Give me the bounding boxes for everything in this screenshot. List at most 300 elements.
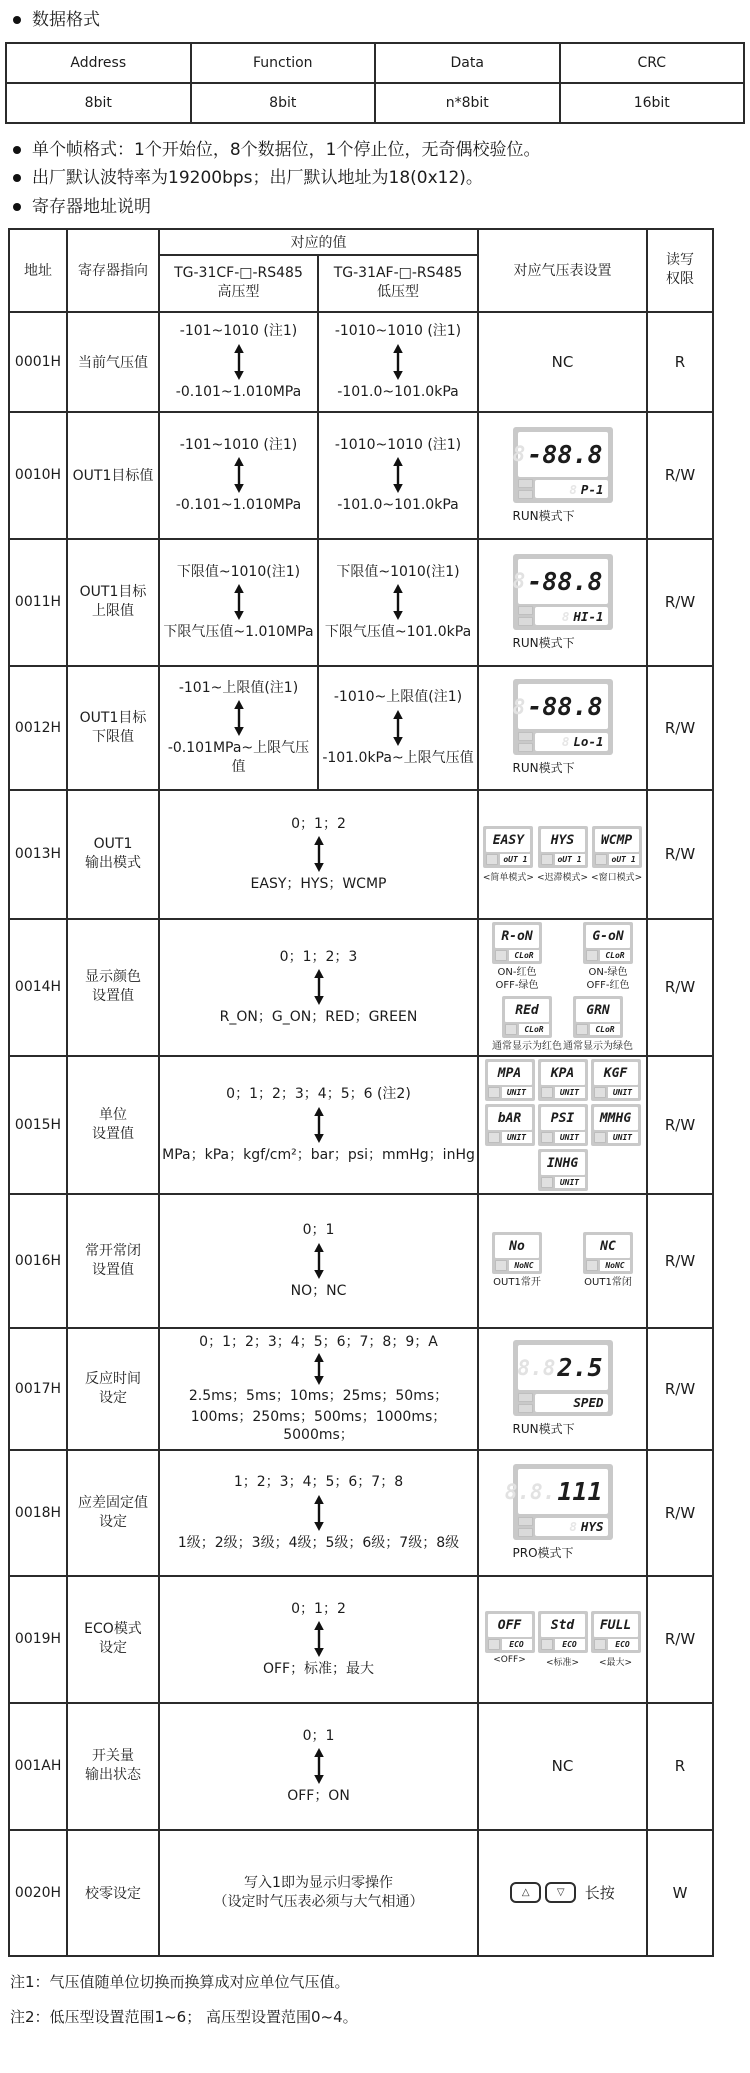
mini-caption: ON-绿色 OFF-红色 [586, 966, 630, 991]
cell-gauge-setting [478, 412, 647, 539]
header-model-high [159, 255, 318, 312]
bullet-data-format-label: 数据格式 [32, 10, 100, 30]
lcd-ghost-digit: 8.8 [517, 1355, 556, 1380]
cell-register [67, 919, 159, 1056]
cell-gauge-setting [478, 539, 647, 666]
value-meanings: OFF；ON [287, 1788, 350, 1805]
range-raw: -1010~上限值(注1) [333, 689, 463, 706]
mini-caption: OUT1常开 [493, 1277, 541, 1289]
cell-function-bits: 8bit [191, 83, 376, 123]
lcd-display [513, 427, 613, 524]
cell-high-range [159, 666, 318, 790]
mini-indicator [495, 1260, 507, 1271]
cell-merged-values [159, 1830, 478, 1956]
mini-indicator [541, 1087, 553, 1098]
updown-arrow-icon [313, 1353, 325, 1385]
mini-sub-value: CLoR [590, 1024, 620, 1035]
cell-rw: W [647, 1830, 713, 1956]
mini-indicator [595, 854, 607, 865]
cell-gauge-setting [478, 1328, 647, 1450]
register-name-line1: OUT1 [93, 836, 133, 853]
range-unit: -101.0~101.0kPa [337, 383, 459, 400]
range-raw: -101~1010 (注1) [179, 323, 298, 340]
lcd-caption: RUN模式下 [512, 635, 575, 650]
lcd-mini-display [538, 1104, 588, 1146]
register-name-line1: 常开常闭 [85, 1242, 141, 1259]
mini-main-value: KGF [594, 1062, 638, 1085]
model-low-type: 低压型 [377, 284, 419, 301]
header-rw [647, 229, 713, 312]
mini-caption: 通常显示为绿色 [563, 1040, 633, 1052]
cell-rw: R/W [647, 1450, 713, 1576]
register-name-line1: OUT1目标 [79, 584, 147, 601]
col-header-address: Address [6, 43, 191, 83]
register-name-line2: 设定 [99, 1640, 127, 1657]
lcd-display [513, 1340, 613, 1437]
mini-sub-value: UNIT [608, 1132, 638, 1143]
register-name-line2: 设置值 [92, 1125, 134, 1142]
range-unit: -101.0kPa~上限气压值 [322, 749, 474, 766]
mini-caption: <迟滞模式> [536, 872, 589, 883]
mini-sub-value: CLoR [519, 1024, 549, 1035]
bullet-icon [13, 174, 21, 182]
lcd-mini-display [492, 1232, 542, 1289]
register-row-0010 [9, 412, 713, 539]
mini-main-value: FULL [594, 1614, 638, 1637]
col-header-data: Data [375, 43, 560, 83]
cell-high-range [159, 412, 318, 539]
updown-arrow-icon [233, 700, 245, 736]
mini-caption: 通常显示为红色 [492, 1040, 562, 1052]
mini-indicator [488, 1132, 500, 1143]
lcd-sub-value: HI-1 [573, 608, 604, 624]
range-unit: -0.101MPa~上限气压值 [167, 740, 310, 775]
lcd-output-indicators [518, 1517, 533, 1537]
mini-caption: <窗口模式> [591, 872, 643, 883]
register-row-0016 [9, 1194, 713, 1328]
down-button-icon: ▽ [545, 1882, 576, 1903]
lcd-output-indicators [518, 732, 533, 752]
range-raw: -1010~1010 (注1) [334, 436, 462, 453]
value-meanings: R_ON；G_ON；RED；GREEN [219, 1009, 418, 1026]
range-raw: 下限值~1010(注1) [336, 563, 460, 580]
cell-address: 0011H [9, 539, 67, 666]
mini-indicator [586, 950, 598, 961]
updown-arrow-icon [233, 344, 245, 380]
cell-gauge-setting [478, 1576, 647, 1703]
mini-sub-value: oUT 1 [609, 854, 639, 865]
value-codes: 0；1；2 [291, 1600, 346, 1617]
lcd-output-indicators [518, 1393, 533, 1413]
mini-sub-value: ECO [608, 1639, 638, 1650]
value-codes: 1；2；3；4；5；6；7；8 [233, 1474, 404, 1491]
register-name-line1: 显示颜色 [85, 969, 141, 986]
mini-sub-value: NoNC [509, 1260, 539, 1271]
mini-indicator [594, 1087, 606, 1098]
mini-main-value: Std [541, 1614, 585, 1637]
register-name-line2: 设置值 [92, 1261, 134, 1278]
lcd-mini-display [591, 826, 642, 883]
updown-arrow-icon [233, 457, 245, 493]
value-codes: 0；1 [302, 1222, 335, 1239]
updown-arrow-icon [392, 710, 404, 746]
mini-caption: <标准> [545, 1657, 580, 1668]
value-codes: 0；1；2 [291, 815, 346, 832]
cell-merged-values [159, 919, 478, 1056]
mini-main-value: G-oN [586, 925, 630, 948]
cell-rw: R/W [647, 412, 713, 539]
bullet-frame-format [0, 138, 750, 163]
mini-main-value: MMHG [594, 1107, 638, 1130]
cell-rw: R/W [647, 1056, 713, 1194]
mini-sub-value: UNIT [608, 1087, 638, 1098]
zero-set-desc-line2: （设定时气压表必须与大气相通） [213, 1893, 424, 1910]
cell-register [67, 539, 159, 666]
lcd-caption: RUN模式下 [512, 508, 575, 523]
cell-register [67, 1450, 159, 1576]
lcd-mini-display [538, 1611, 588, 1668]
register-name-line1: 开关量 [92, 1748, 134, 1765]
cell-rw: R/W [647, 919, 713, 1056]
lcd-sub-value: SPED [573, 1395, 604, 1411]
updown-arrow-icon [313, 1495, 325, 1531]
value-codes: 0；1；2；3；4；5；6 (注2) [226, 1086, 411, 1103]
mini-sub-value: UNIT [502, 1132, 532, 1143]
data-format-table [5, 42, 745, 124]
register-row-0015 [9, 1056, 713, 1194]
lcd-ghost-digit: 8 [512, 442, 526, 467]
mini-main-value: MPA [488, 1062, 532, 1085]
register-name-line1: OUT1目标 [79, 709, 147, 726]
header-gauge-setting: 对应气压表设置 [478, 229, 647, 312]
updown-arrow-icon [313, 1621, 325, 1657]
mini-indicator [488, 1087, 500, 1098]
mini-indicator [576, 1024, 588, 1035]
register-name-line1: 应差固定值 [78, 1494, 148, 1511]
mini-indicator [541, 1177, 553, 1188]
cell-gauge-setting: NC [478, 312, 647, 412]
cell-gauge-setting [478, 1450, 647, 1576]
register-name-line1: ECO模式 [84, 1621, 142, 1638]
lcd-output-indicators [518, 479, 533, 499]
register-name-line2: 设定 [99, 1389, 127, 1406]
updown-arrow-icon [313, 1243, 325, 1279]
bullet-icon [13, 16, 21, 24]
register-name-line2: 设置值 [92, 988, 134, 1005]
mini-indicator [541, 1639, 553, 1650]
mini-indicator [495, 950, 507, 961]
lcd-display [504, 1464, 613, 1561]
cell-gauge-setting: NC [478, 1703, 647, 1830]
cell-high-range [159, 539, 318, 666]
updown-arrow-icon [313, 1107, 325, 1143]
cell-register: 校零设定 [67, 1830, 159, 1956]
bullet-register-desc-label: 寄存器地址说明 [32, 196, 151, 217]
lcd-mini-display [485, 1059, 535, 1101]
header-rw-line1: 读写 [666, 252, 694, 269]
cell-high-range [159, 312, 318, 412]
long-press-label: 长按 [584, 1884, 615, 1903]
cell-register [67, 790, 159, 919]
header-address: 地址 [9, 229, 67, 312]
mini-sub-value: oUT 1 [500, 854, 530, 865]
register-row-0019 [9, 1576, 713, 1703]
lcd-output-indicators [518, 606, 533, 626]
mini-sub-value: CLoR [600, 950, 630, 961]
register-name-line2: 下限值 [92, 728, 134, 745]
lcd-display [513, 554, 613, 651]
header-model-low [318, 255, 478, 312]
lcd-caption: RUN模式下 [512, 1422, 575, 1437]
up-button-icon: △ [510, 1882, 541, 1903]
register-name-line2: 输出状态 [85, 1767, 141, 1784]
cell-address: 0016H [9, 1194, 67, 1328]
header-rw-line2: 权限 [666, 271, 694, 288]
range-raw: 下限值~1010(注1) [176, 563, 301, 580]
value-meanings: NO；NC [290, 1282, 347, 1299]
mini-sub-value: NoNC [600, 1260, 630, 1271]
range-raw: -101~1010 (注1) [179, 436, 298, 453]
register-row-0018 [9, 1450, 713, 1576]
cell-address: 0015H [9, 1056, 67, 1194]
updown-arrow-icon [313, 1748, 325, 1784]
mini-sub-value: UNIT [555, 1087, 585, 1098]
mini-main-value: No [495, 1235, 539, 1258]
model-high-type: 高压型 [217, 284, 260, 301]
cell-rw: R/W [647, 539, 713, 666]
cell-register [67, 1703, 159, 1830]
lcd-sub-value: P-1 [580, 481, 604, 497]
cell-data-bits: n*8bit [375, 83, 560, 123]
lcd-mini-display [591, 1611, 641, 1668]
bullet-register-desc [0, 195, 750, 220]
cell-rw: R/W [647, 1576, 713, 1703]
model-high-name: TG-31CF-□-RS485 [174, 265, 303, 282]
value-meanings: MPa；kPa；kgf/cm²；bar；psi；mmHg；inHg [162, 1146, 475, 1163]
header-register: 寄存器指向 [67, 229, 159, 312]
mini-indicator [594, 1639, 606, 1650]
updown-arrow-icon [313, 969, 325, 1005]
lcd-ghost-digit: 8 [569, 1519, 577, 1535]
cell-low-range [318, 312, 478, 412]
table-row [6, 83, 744, 123]
cell-gauge-setting [478, 790, 647, 919]
register-name-line2: 设定 [99, 1513, 127, 1530]
register-row-0012 [9, 666, 713, 790]
lcd-ghost-digit: 8 [561, 734, 570, 750]
mini-indicator [586, 1260, 598, 1271]
note-1: 注1：气压值随单位切换而换算成对应单位气压值。 [10, 1972, 350, 1991]
cell-address: 0017H [9, 1328, 67, 1450]
lcd-main-value: 2.5 [557, 1353, 603, 1383]
register-row-001A [9, 1703, 713, 1830]
mini-caption: ON-红色 OFF-绿色 [495, 966, 539, 991]
cell-crc-bits: 16bit [560, 83, 745, 123]
lcd-ghost-digit: 8 [512, 694, 526, 719]
lcd-mini-display [591, 1059, 641, 1101]
register-row-0011 [9, 539, 713, 666]
mini-sub-value: ECO [555, 1639, 585, 1650]
cell-gauge-setting [478, 919, 647, 1056]
value-codes: 0；1；2；3 [279, 948, 358, 965]
mini-sub-value: ECO [502, 1639, 532, 1650]
cell-address: 001AH [9, 1703, 67, 1830]
value-meanings: EASY；HYS；WCMP [250, 876, 387, 893]
range-unit: -101.0~101.0kPa [337, 497, 459, 514]
cell-merged-values [159, 1056, 478, 1194]
mini-main-value: NC [586, 1235, 630, 1258]
cell-register [67, 1576, 159, 1703]
cell-rw: R/W [647, 1328, 713, 1450]
lcd-sub-value: HYS [580, 1519, 604, 1535]
mini-caption: <最大> [598, 1657, 633, 1668]
mini-main-value: REd [505, 999, 549, 1022]
cell-rw: R/W [647, 666, 713, 790]
updown-arrow-icon [392, 344, 404, 380]
cell-gauge-setting [478, 1056, 647, 1194]
lcd-mini-display [485, 1611, 535, 1668]
value-meanings-line2: 100ms；250ms；500ms；1000ms；5000ms； [190, 1408, 447, 1443]
lcd-ghost-digit: 8 [561, 608, 570, 624]
mini-sub-value: UNIT [555, 1132, 585, 1143]
bullet-baudrate-label: 出厂默认波特率为19200bps；出厂默认地址为18(0x12)。 [32, 168, 483, 189]
mini-indicator [541, 854, 553, 865]
mini-main-value: INHG [541, 1152, 585, 1175]
table-row [6, 43, 744, 83]
mini-main-value: KPA [541, 1062, 585, 1085]
col-header-function: Function [191, 43, 376, 83]
mini-main-value: bAR [488, 1107, 532, 1130]
lcd-sub-value: Lo-1 [573, 734, 604, 750]
lcd-main-value: 111 [557, 1477, 603, 1507]
value-meanings: OFF；标准；最大 [262, 1661, 375, 1678]
updown-arrow-icon [392, 584, 404, 620]
mini-main-value: PSI [541, 1107, 585, 1130]
value-codes: 0；1 [302, 1727, 335, 1744]
cell-merged-values [159, 1703, 478, 1830]
range-raw: -1010~1010 (注1) [334, 323, 462, 340]
cell-low-range [318, 539, 478, 666]
register-row-0001 [9, 312, 713, 412]
cell-gauge-setting [478, 1194, 647, 1328]
register-name-line1: 反应时间 [85, 1370, 141, 1387]
range-unit: -0.101~1.010MPa [175, 497, 302, 514]
bullet-frame-format-label: 单个帧格式：1个开始位，8个数据位，1个停止位，无奇偶校验位。 [32, 139, 541, 160]
cell-rw: R/W [647, 1194, 713, 1328]
cell-merged-values [159, 790, 478, 919]
cell-register [67, 1056, 159, 1194]
mini-indicator [488, 1639, 500, 1650]
lcd-mini-display [583, 922, 633, 992]
mini-main-value: GRN [576, 999, 620, 1022]
mini-indicator [594, 1132, 606, 1143]
mini-indicator [505, 1024, 517, 1035]
cell-address: 0014H [9, 919, 67, 1056]
cell-address-bits: 8bit [6, 83, 191, 123]
lcd-mini-display [591, 1104, 641, 1146]
cell-register: OUT1目标值 [67, 412, 159, 539]
bullet-baudrate [0, 166, 750, 191]
mini-indicator [541, 1132, 553, 1143]
mini-sub-value: oUT 1 [555, 854, 585, 865]
range-unit: -0.101~1.010MPa [175, 383, 302, 400]
mini-main-value: HYS [541, 829, 585, 852]
updown-arrow-icon [392, 457, 404, 493]
mini-main-value: EASY [486, 829, 530, 852]
mini-sub-value: CLoR [509, 950, 539, 961]
updown-arrow-icon [233, 584, 245, 620]
lcd-display [513, 679, 613, 776]
zero-set-desc-line1: 写入1即为显示归零操作 [244, 1874, 393, 1891]
model-low-name: TG-31AF-□-RS485 [333, 265, 463, 282]
cell-address: 0013H [9, 790, 67, 919]
mini-caption: <OFF> [493, 1654, 526, 1665]
cell-rw: R/W [647, 790, 713, 919]
lcd-mini-display [537, 826, 588, 883]
lcd-mini-display [492, 996, 562, 1053]
lcd-mini-display [492, 922, 542, 992]
bullet-icon [13, 146, 21, 154]
mini-indicator [486, 854, 498, 865]
value-meanings-line1: 2.5ms；5ms；10ms；25ms；50ms； [188, 1388, 449, 1405]
lcd-caption: PRO模式下 [512, 1546, 574, 1561]
cell-merged-values [159, 1328, 478, 1450]
note-2: 注2：低压型设置范围1~6； 高压型设置范围0~4。 [10, 2007, 358, 2026]
mini-caption: <简单模式> [482, 872, 534, 883]
lcd-mini-display [538, 1059, 588, 1101]
lcd-caption: RUN模式下 [512, 761, 575, 776]
header-value-group: 对应的值 [159, 229, 478, 255]
cell-merged-values [159, 1194, 478, 1328]
cell-register [67, 1194, 159, 1328]
mini-main-value: R-oN [495, 925, 539, 948]
mini-sub-value: UNIT [555, 1177, 585, 1188]
register-row-0020 [9, 1830, 713, 1956]
range-raw: -101~上限值(注1) [178, 680, 299, 697]
range-unit: 下限气压值~101.0kPa [324, 624, 472, 641]
lcd-ghost-digit: 8.8. [504, 1479, 556, 1504]
register-name-line2: 输出模式 [85, 855, 141, 872]
mini-caption: OUT1常闭 [584, 1277, 632, 1289]
register-name-line1: 单位 [99, 1106, 127, 1123]
register-row-0017 [9, 1328, 713, 1450]
lcd-mini-display [485, 1104, 535, 1146]
mini-sub-value: UNIT [502, 1087, 532, 1098]
cell-register: 当前气压值 [67, 312, 159, 412]
register-name-line2: 上限值 [92, 603, 134, 620]
cell-rw: R [647, 1703, 713, 1830]
bullet-icon [13, 203, 21, 211]
bullet-data-format [0, 8, 750, 33]
cell-gauge-setting [478, 666, 647, 790]
cell-register [67, 1328, 159, 1450]
lcd-main-value: -88.8 [527, 566, 603, 596]
lcd-mini-display [563, 996, 633, 1053]
lcd-main-value: -88.8 [527, 439, 603, 469]
register-row-0013 [9, 790, 713, 919]
lcd-main-value: -88.8 [527, 692, 603, 722]
lcd-mini-display [583, 1232, 633, 1289]
cell-address: 0001H [9, 312, 67, 412]
value-meanings: 1级；2级；3级；4级；5级；6级；7级；8级 [177, 1534, 460, 1551]
cell-merged-values [159, 1576, 478, 1703]
cell-register [67, 666, 159, 790]
lcd-ghost-digit: 8 [569, 481, 577, 497]
cell-address: 0019H [9, 1576, 67, 1703]
cell-address: 0018H [9, 1450, 67, 1576]
value-codes: 0；1；2；3；4；5；6；7；8；9；A [199, 1334, 438, 1351]
cell-address: 0010H [9, 412, 67, 539]
